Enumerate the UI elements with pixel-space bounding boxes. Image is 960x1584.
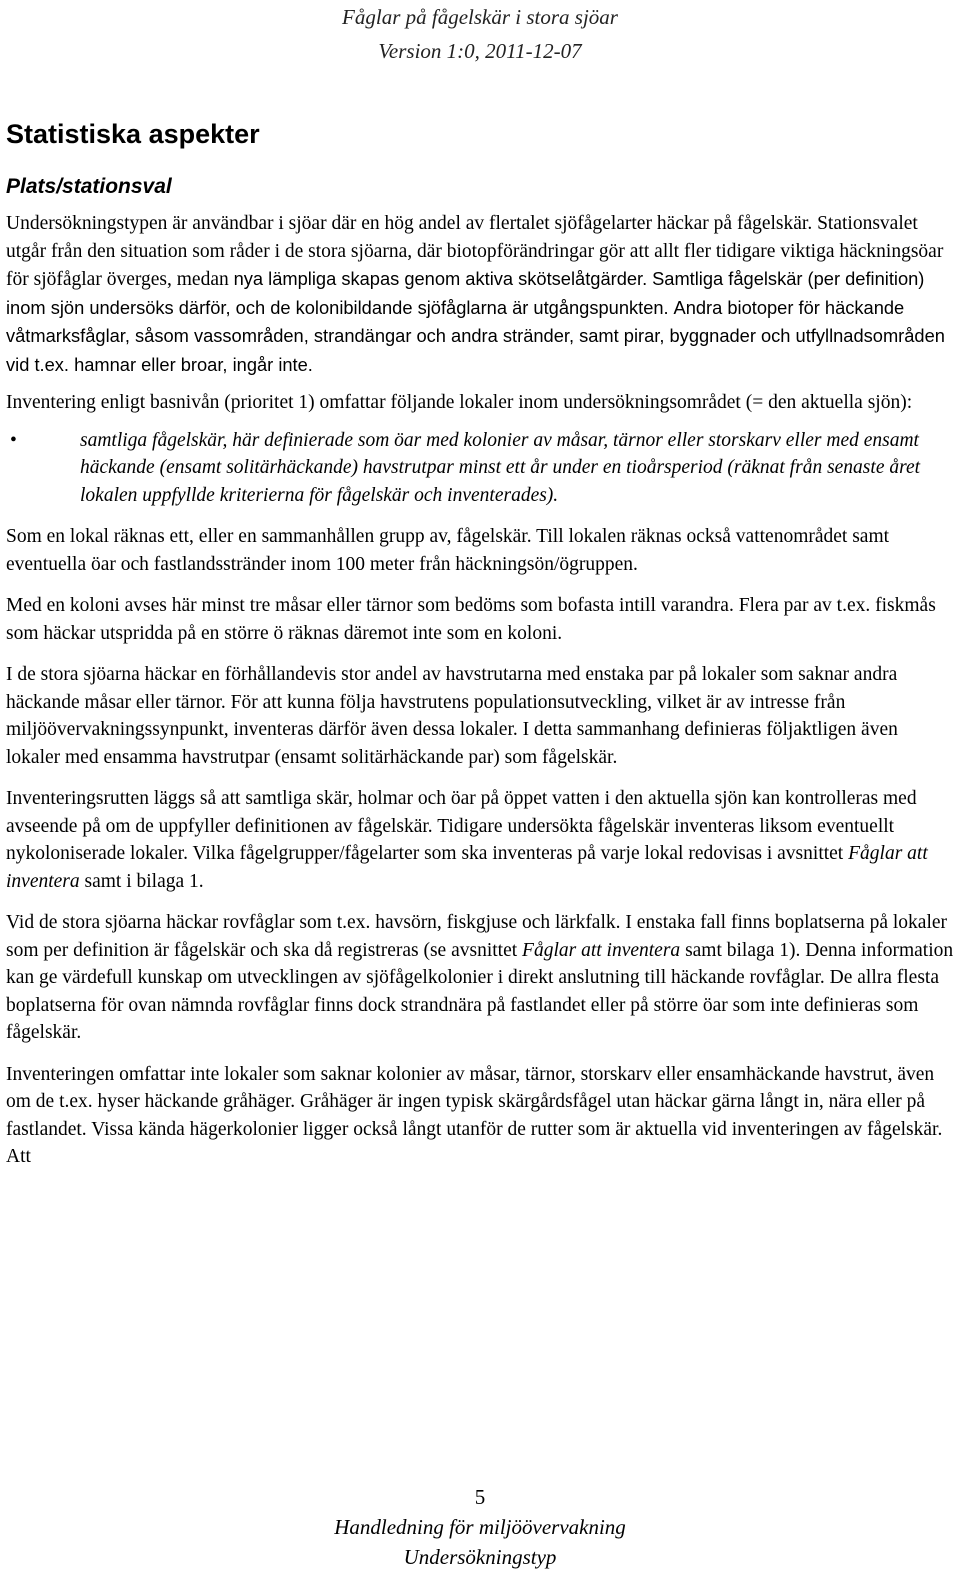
section-heading: Statistiska aspekter (6, 119, 260, 149)
intro-text-serif: Undersökningstypen är användbar i sjöar där en hög andel av flertalet sjöfågelarter häckar på fågelskär. Stationsvalet utgår från den situation som råder i de stora sjöarna, där biotopförändringar gör att allt fler tidigare viktiga häckningsöar för sjöfåglar överges, medan (6, 213, 944, 290)
intro-text-sans-c: Andra biotoper för häckande våtmarksfåglar, såsom vassområden, strandängar och andra stränder, samt pirar, byggnader och utfyllnadsområden vid t.ex. hamnar eller broar, ingår inte. (6, 296, 945, 375)
raptors-text-a: Vid de stora sjöarna häckar rovfåglar som t.ex. havsörn, fiskgjuse och lärkfalk. I enstaka fall finns boplatserna på lokaler som per definition är fågelskär och ska då registreras (se avsnittet (6, 912, 948, 961)
paragraph-route (6, 785, 954, 895)
paragraph-intro (6, 210, 954, 379)
footer-line-1: Handledning för miljöövervakning (334, 1515, 626, 1539)
paragraph-locality: Som en lokal räknas ett, eller en sammanhållen grupp av, fågelskär. Till lokalen räknas också vattenområdet samt eventuella öar och fastlandsstränder inom 100 meter från häckningsön/ögruppen. (6, 526, 890, 575)
route-text-b: samt i bilaga 1. (84, 870, 204, 892)
header-version: Version 1:0, 2011-12-07 (378, 39, 582, 63)
paragraph-colony: Med en koloni avses här minst tre måsar eller tärnor som bedöms som bofasta intill varandra. Flera par av t.ex. fiskmås som häckar utspridda på en större ö räknas däremot inte som en koloni. (6, 595, 936, 644)
route-text-a: Inventeringsrutten läggs så att samtliga skär, holmar och öar på öppet vatten i den aktuella sjön kan kontrolleras med avseende på om de uppfyller definitionen av fågelskär. Tidigare undersökta fågelskär inventeras liksom eventuellt nykoloniserade lokaler. Vilka fågelgrupper/fågelarter som ska inventeras på varje lokal redovisas i avsnittet (6, 788, 917, 864)
intro-text-sans-b: Samtliga fågelskär (per definition) inom sjön undersöks därför, och de kolonibildande sjöfåglarna är utgångspunkten. (6, 268, 925, 318)
bullet-item (6, 427, 954, 510)
document-body (6, 118, 954, 1185)
page-number: 5 (474, 1485, 486, 1509)
paragraph-raptors (6, 909, 954, 1047)
bullet-list (6, 427, 954, 510)
paragraph-herring-gull: I de stora sjöarna häckar en förhållandevis stor andel av havstrutarna med enstaka par på lokaler som saknar andra häckande måsar eller tärnor. För att kunna följa havstrutens populationsutveckling, vilket är av intresse från miljöövervakningssynpunkt, inventeras därför även dessa lokaler. I detta sammanhang definieras följaktligen även lokaler med ensamma havstrutpar (ensamt solitärhäckande par) som fågelskär. (6, 664, 898, 768)
raptors-section-ref: Fåglar att inventera (522, 939, 681, 961)
paragraph-exclusions: Inventeringen omfattar inte lokaler som saknar kolonier av måsar, tärnor, storskarv eller ensamhäckande havstrut, även om de t.ex. hyser häckande gråhäger. Gråhäger är ingen typisk skärgårdsfågel utan häckar gärna långt in, nära eller på fastlandet. Vissa kända hägerkolonier ligger också långt utanför de rutter som är aktuella vid inventeringen av fågelskär. Att (6, 1063, 943, 1167)
page-header (200, 0, 760, 68)
header-title: Fåglar på fågelskär i stora sjöar (342, 5, 618, 29)
bullet-symbol: • (10, 429, 17, 451)
route-section-ref: Fåglar att inventera (6, 843, 928, 892)
intro-text-sans-a: nya lämpliga skapas genom aktiva skötselåtgärder. (233, 268, 648, 289)
footer-line-2: Undersökningstyp (403, 1545, 557, 1569)
page-footer (200, 1482, 760, 1572)
bullet-item-text: samtliga fågelskär, här definierade som öar med kolonier av måsar, tärnor eller storskarv eller med ensamt häckande (ensamt solitärhäckande) havstrutpar minst ett år under en tioårsperiod (räknat från senaste året lokalen uppfyllde kriterierna för fågelskär och inventerades). (80, 429, 921, 506)
raptors-text-b: samt bilaga 1). Denna information kan ge värdefull kunskap om utvecklingen av sjöfågelkolonier i direkt anslutning till häckande rovfåglar. De allra flesta boplatserna för ovan nämnda rovfåglar finns dock strandnära på fastlandet eller på större öar som inte definieras som fågelskär. (6, 939, 954, 1043)
paragraph-inventory-scope: Inventering enligt basnivån (prioritet 1) omfattar följande lokaler inom undersökningsområdet (= den aktuella sjön): (6, 392, 913, 413)
subsection-heading: Plats/stationsval (6, 175, 172, 198)
